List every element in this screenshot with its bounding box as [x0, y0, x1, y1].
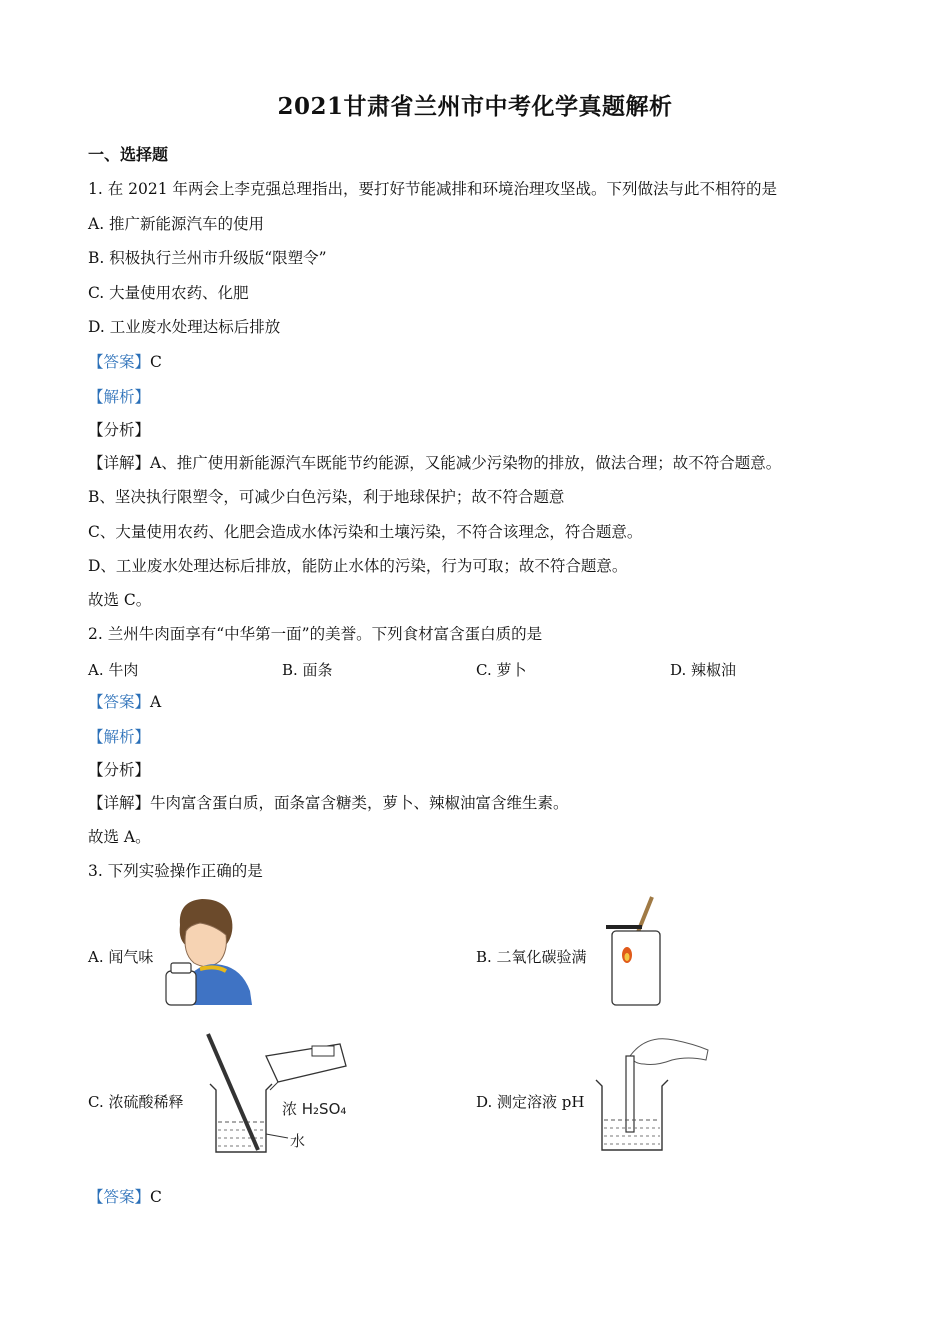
q1-option-c: C. 大量使用农药、化肥 — [88, 284, 249, 302]
answer-label: 【答案】 — [88, 693, 151, 711]
q3-option-a: A. 闻气味 — [88, 948, 154, 966]
q2-option-c: C. 萝卜 — [476, 661, 527, 679]
bottle-label — [312, 1046, 334, 1056]
hand — [630, 1039, 708, 1065]
section-heading: 一、选择题 — [88, 145, 169, 164]
q3-stem: 3. 下列实验操作正确的是 — [88, 862, 263, 880]
q1-option-a: A. 推广新能源汽车的使用 — [88, 215, 265, 233]
flame-core — [625, 953, 630, 961]
q2-conclusion: 故选 A。 — [88, 828, 151, 846]
answer-value: A — [150, 693, 162, 711]
beaker — [210, 1084, 272, 1152]
smell-figure — [160, 895, 256, 1007]
q2-answer — [88, 691, 161, 713]
q2-detail: 【详解】牛肉富含蛋白质，面条富含糖类，萝卜、辣椒油富含维生素。 — [88, 794, 569, 812]
answer-label: 【答案】 — [88, 1188, 151, 1206]
q2-analysis-label: 【解析】 — [88, 728, 151, 746]
q2-stem: 2. 兰州牛肉面享有“中华第一面”的美誉。下列食材富含蛋白质的是 — [88, 625, 543, 643]
q1-answer — [88, 351, 162, 373]
water-label: 水 — [290, 1132, 306, 1150]
q1-analysis-label: 【解析】 — [88, 388, 151, 406]
answer-value: C — [150, 353, 162, 371]
q1-stem: 1. 在 2021 年两会上李克强总理指出，要打好节能减排和环境治理攻坚战。下列做法与此不相符的是 — [88, 180, 778, 198]
q1-conclusion: 故选 C。 — [88, 591, 152, 609]
page-title: 2021甘肃省兰州市中考化学真题解析 — [277, 93, 673, 120]
q1-fenxi: 【分析】 — [88, 421, 151, 439]
q2-option-d: D. 辣椒油 — [670, 661, 737, 679]
answer-value: C — [150, 1188, 162, 1206]
q1-option-b: B. 积极执行兰州市升级版“限塑令” — [88, 249, 327, 267]
ph-paper — [626, 1056, 634, 1132]
q1-detail-2: B、坚决执行限塑令，可减少白色污染，利于地球保护；故不符合题意 — [88, 488, 565, 506]
q1-detail-3: C、大量使用农药、化肥会造成水体污染和土壤污染，不符合该理念，符合题意。 — [88, 523, 643, 541]
q1-option-d: D. 工业废水处理达标后排放 — [88, 318, 281, 336]
water-pointer — [266, 1134, 288, 1138]
acid-stream — [270, 1082, 278, 1090]
q3-answer — [88, 1186, 162, 1208]
bottle — [166, 971, 196, 1005]
q2-fenxi: 【分析】 — [88, 761, 151, 779]
q2-option-b: B. 面条 — [282, 661, 333, 679]
ph-figure — [594, 1030, 714, 1158]
q3-option-d: D. 测定溶液 pH — [476, 1093, 585, 1111]
gas-jar — [612, 931, 660, 1005]
q3-option-b: B. 二氧化碳验满 — [476, 948, 587, 966]
acid-label: 浓 H₂SO₄ — [282, 1100, 347, 1118]
q2-option-a: A. 牛肉 — [88, 661, 139, 679]
co2-figure — [600, 895, 668, 1009]
q3-option-c: C. 浓硫酸稀释 — [88, 1093, 184, 1111]
q1-detail-4: D、工业废水处理达标后排放，能防止水体的污染，行为可取；故不符合题意。 — [88, 557, 628, 575]
answer-label: 【答案】 — [88, 353, 151, 371]
glass-cover — [606, 925, 642, 929]
q1-detail-1: 【详解】A、推广使用新能源汽车既能节约能源，又能减少污染物的排放，做法合理；故不符合题意。 — [88, 454, 782, 472]
dilution-figure — [200, 1030, 360, 1158]
bottle-neck — [171, 963, 191, 973]
